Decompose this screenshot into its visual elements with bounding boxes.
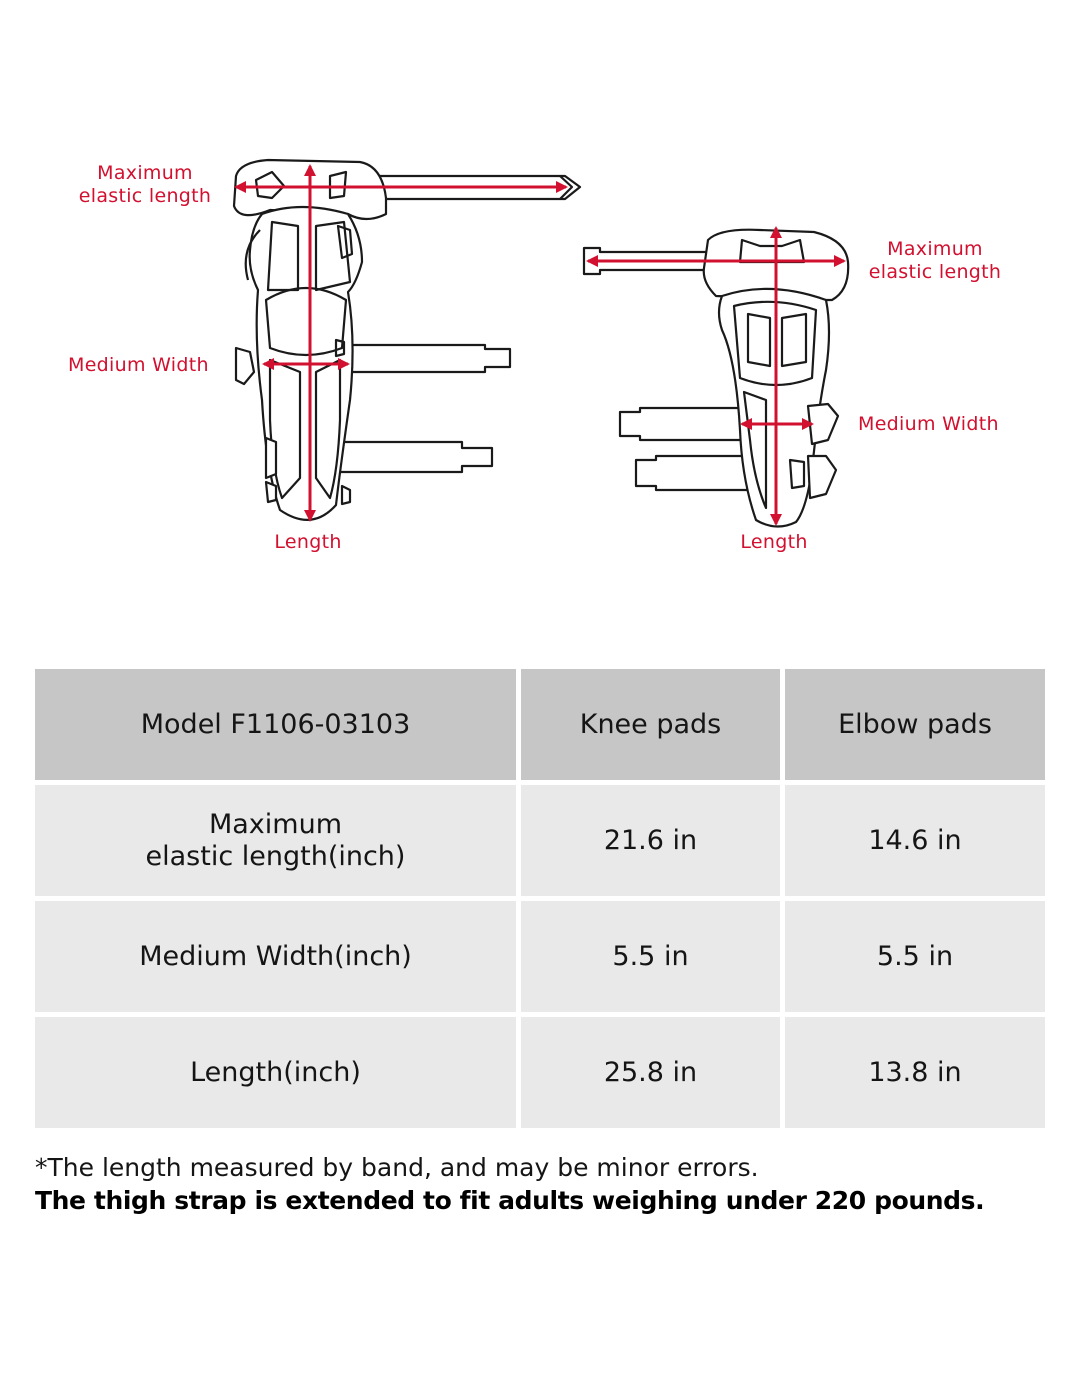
- elbow-max-elastic-length-label: Maximum elastic length: [868, 238, 1002, 283]
- knee-max-elastic-length-value: 21.6 in: [521, 785, 780, 896]
- knee-max-elastic-length-label: Maximum elastic length: [78, 162, 212, 207]
- table-row: [35, 901, 1045, 1012]
- header-knee-pads: Knee pads: [521, 669, 780, 780]
- table-row: [35, 1017, 1045, 1128]
- pad-drawings: [0, 0, 1080, 620]
- elbow-max-elastic-length-value: 14.6 in: [785, 785, 1045, 896]
- size-spec-table: [35, 669, 1045, 1133]
- table-header-row: [35, 669, 1045, 780]
- knee-medium-width-label: Medium Width: [68, 354, 209, 376]
- thigh-strap-note: The thigh strap is extended to fit adults weighing under 220 pounds.: [35, 1186, 985, 1215]
- table-row: [35, 785, 1045, 896]
- knee-medium-width-value: 5.5 in: [521, 901, 780, 1012]
- elbow-pad-drawing: [584, 230, 848, 527]
- header-model: Model F1106-03103: [35, 669, 516, 780]
- row-label-medium-width: Medium Width(inch): [35, 901, 516, 1012]
- elbow-medium-width-value: 5.5 in: [785, 901, 1045, 1012]
- knee-pad-drawing: [234, 160, 580, 520]
- measurement-disclaimer: *The length measured by band, and may be minor errors.: [35, 1153, 759, 1182]
- row-label-length: Length(inch): [35, 1017, 516, 1128]
- elbow-length-value: 13.8 in: [785, 1017, 1045, 1128]
- knee-length-value: 25.8 in: [521, 1017, 780, 1128]
- elbow-medium-width-label: Medium Width: [858, 413, 999, 435]
- measurement-notes: [35, 1151, 1055, 1217]
- row-label-max-elastic-length: Maximum elastic length(inch): [35, 785, 516, 896]
- header-elbow-pads: Elbow pads: [785, 669, 1045, 780]
- size-diagram: [0, 0, 1080, 620]
- elbow-length-label: Length: [740, 531, 808, 553]
- knee-length-label: Length: [274, 531, 342, 553]
